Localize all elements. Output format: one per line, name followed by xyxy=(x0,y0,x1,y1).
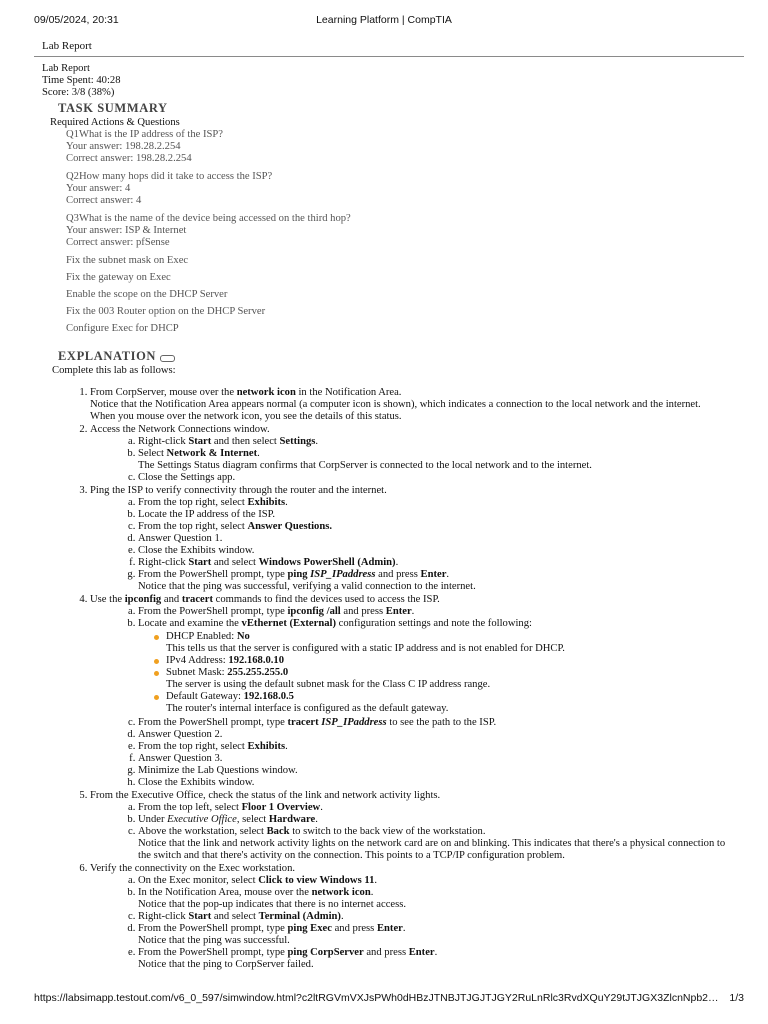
correct-answer: Correct answer: pfSense xyxy=(66,237,170,248)
time-spent: Time Spent: 40:28 xyxy=(42,75,121,86)
question-item xyxy=(66,171,728,207)
step-note: Notice that the pop-up indicates that there is no internet access. xyxy=(138,899,406,910)
question-text: Q2How many hops did it take to access the ISP? xyxy=(66,171,273,182)
step-text: From CorpServer, mouse over the network icon in the Notification Area. xyxy=(90,387,402,398)
explanation-intro: Complete this lab as follows: xyxy=(52,365,176,376)
task-item: Fix the subnet mask on Exec xyxy=(66,255,189,266)
your-answer: Your answer: ISP & Internet xyxy=(66,225,187,236)
step-note: Notice that the ping was successful. xyxy=(138,935,290,946)
step-note: The Settings Status diagram confirms that CorpServer is connected to the local network and to the internet. xyxy=(138,460,592,471)
step-text: Ping the ISP to verify connectivity through the router and the internet. xyxy=(90,485,387,496)
substep-list xyxy=(90,875,728,971)
substep-list xyxy=(90,497,728,593)
substep-item: c. From the top right, select Answer Questions. xyxy=(138,521,728,533)
substep-item: g. From the PowerShell prompt, type ping ISP_IPaddress and press Enter. Notice that the ping was successful, verifying a valid connection to the internet. xyxy=(138,569,728,593)
score: Score: 3/8 (38%) xyxy=(42,87,115,98)
substep-item: c. Right-click Start and select Terminal (Admin). xyxy=(138,911,728,923)
step-text: Verify the connectivity on the Exec workstation. xyxy=(90,863,296,874)
correct-answer: Correct answer: 198.28.2.254 xyxy=(66,153,192,164)
substep-item: a. From the top left, select Floor 1 Overview. xyxy=(138,802,728,814)
print-datetime: 09/05/2024, 20:31 xyxy=(34,14,119,26)
question-text: Q1What is the IP address of the ISP? xyxy=(66,129,224,140)
step-item xyxy=(90,594,728,789)
task-item: Fix the 003 Router option on the DHCP Server xyxy=(66,306,266,317)
substep-item: b. Locate the IP address of the ISP. xyxy=(138,509,728,521)
substep-item: e. From the PowerShell prompt, type ping CorpServer and press Enter. Notice that the ping to CorpServer failed. xyxy=(138,947,728,971)
substep-item: d. From the PowerShell prompt, type ping Exec and press Enter. Notice that the ping was successful. xyxy=(138,923,728,947)
bullet-item: DHCP Enabled: No This tells us that the server is configured with a static IP address and is not enabled for DHCP. xyxy=(166,631,728,655)
print-title: Learning Platform | CompTIA xyxy=(316,14,452,26)
substep-item: b. In the Notification Area, mouse over the network icon. Notice that the pop-up indicates that there is no internet access. xyxy=(138,887,728,911)
config-bullets xyxy=(138,631,728,715)
question-list xyxy=(66,129,728,335)
step-item xyxy=(90,790,728,862)
step-item xyxy=(90,387,728,423)
substep-item: h. Close the Exhibits window. xyxy=(138,777,728,789)
step-note: Notice that the ping was successful, verifying a valid connection to the internet. xyxy=(138,581,476,592)
substep-list xyxy=(90,436,728,484)
bullet-item: Default Gateway: 192.168.0.5 The router's internal interface is configured as the default gateway. xyxy=(166,691,728,715)
substep-item: b. Select Network & Internet. The Settings Status diagram confirms that CorpServer is connected to the local network and to the internet. xyxy=(138,448,728,472)
question-text: Q3What is the name of the device being accessed on the third hop? xyxy=(66,213,351,224)
bullet-item: IPv4 Address: 192.168.0.10 xyxy=(166,655,728,667)
step-item xyxy=(90,863,728,971)
substep-item: e. From the top right, select Exhibits. xyxy=(138,741,728,753)
task-summary-title: TASK SUMMARY xyxy=(58,101,168,115)
step-note: Notice that the Notification Area appears normal (a computer icon is shown), which indicates a connection to the local network and the internet. When you mouse over the network icon, you see the details of this status. xyxy=(90,399,701,422)
substep-item: g. Minimize the Lab Questions window. xyxy=(138,765,728,777)
task-item: Enable the scope on the DHCP Server xyxy=(66,289,228,300)
your-answer: Your answer: 4 xyxy=(66,183,131,194)
bullet-item: Subnet Mask: 255.255.255.0 The server is using the default subnet mask for the Class C IP address range. xyxy=(166,667,728,691)
your-answer: Your answer: 198.28.2.254 xyxy=(66,141,181,152)
print-header xyxy=(34,14,734,28)
step-text: From the Executive Office, check the status of the link and network activity lights. xyxy=(90,790,441,801)
substep-list xyxy=(90,606,728,789)
explanation-title: EXPLANATION xyxy=(58,348,157,363)
required-actions-label: Required Actions & Questions xyxy=(50,117,180,128)
substep-item: a. On the Exec monitor, select Click to view Windows 11. xyxy=(138,875,728,887)
print-footer xyxy=(34,992,744,1006)
step-keyword: network icon xyxy=(236,387,296,398)
substep-item: f. Right-click Start and select Windows PowerShell (Admin). xyxy=(138,557,728,569)
header-divider xyxy=(34,56,744,57)
substep-item: c. Close the Settings app. xyxy=(138,472,728,484)
explanation-steps xyxy=(42,387,728,971)
task-item: Configure Exec for DHCP xyxy=(66,323,179,334)
question-item xyxy=(66,129,728,165)
step-text: Access the Network Connections window. xyxy=(90,424,270,435)
page-url: https://labsimapp.testout.com/v6_0_597/simwindow.html?c2ltRGVmVXJsPWh0dHBzJTNBJTJGJTJGY2RuLnRlc3RvdXQuY29tJTJGX3ZlcnNpb2… xyxy=(34,992,719,1004)
question-item xyxy=(66,213,728,249)
substep-item: b. Locate and examine the vEthernet (External) configuration settings and note the following: DHCP Enabled: No This tells us that the server is configured with a static IP address and is not enabled for DHCP. IPv4 Address: 192.168.0.10 Subnet Mask: 255.255.255.0 The server is using the default subnet mask for the Class C IP address range. Default Gateway: 192.168.0.5 The router's internal interface is configured as the default gateway. xyxy=(138,618,728,715)
report-meta xyxy=(42,63,728,99)
correct-answer: Correct answer: 4 xyxy=(66,195,142,206)
substep-item: d. Answer Question 1. xyxy=(138,533,728,545)
step-text: Use the ipconfig and tracert commands to find the devices used to access the ISP. xyxy=(90,594,440,605)
substep-item: d. Answer Question 2. xyxy=(138,729,728,741)
report-content xyxy=(42,63,728,972)
task-item: Fix the gateway on Exec xyxy=(66,272,171,283)
substep-item: a. Right-click Start and then select Settings. xyxy=(138,436,728,448)
report-heading: Lab Report xyxy=(42,63,90,74)
explanation-header xyxy=(58,349,728,362)
step-item xyxy=(90,424,728,484)
substep-item: a. From the PowerShell prompt, type ipconfig /all and press Enter. xyxy=(138,606,728,618)
substep-item: b. Under Executive Office, select Hardware. xyxy=(138,814,728,826)
step-note: Notice that the ping to CorpServer failed. xyxy=(138,959,314,970)
step-note: Notice that the link and network activity lights on the network card are on and blinking. This indicates that there's a physical connection to the switch and that there's activity on the connection. This points to a TCP/IP configuration problem. xyxy=(138,838,726,861)
substep-item: e. Close the Exhibits window. xyxy=(138,545,728,557)
substep-item: c. Above the workstation, select Back to switch to the back view of the workstation. Notice that the link and network activity lights on the network card are on and blinking. This indicates that there's a physical connection to the switch and that there's activity on the connection. This points to a TCP/IP configuration problem. xyxy=(138,826,728,862)
substep-list xyxy=(90,802,728,862)
substep-item: a. From the top right, select Exhibits. xyxy=(138,497,728,509)
collapse-toggle-icon[interactable] xyxy=(160,355,175,362)
page-number: 1/3 xyxy=(729,992,744,1004)
substep-item: c. From the PowerShell prompt, type tracert ISP_IPaddress to see the path to the ISP. xyxy=(138,717,728,729)
substep-item: f. Answer Question 3. xyxy=(138,753,728,765)
page-title: Lab Report xyxy=(42,40,92,52)
step-item xyxy=(90,485,728,593)
